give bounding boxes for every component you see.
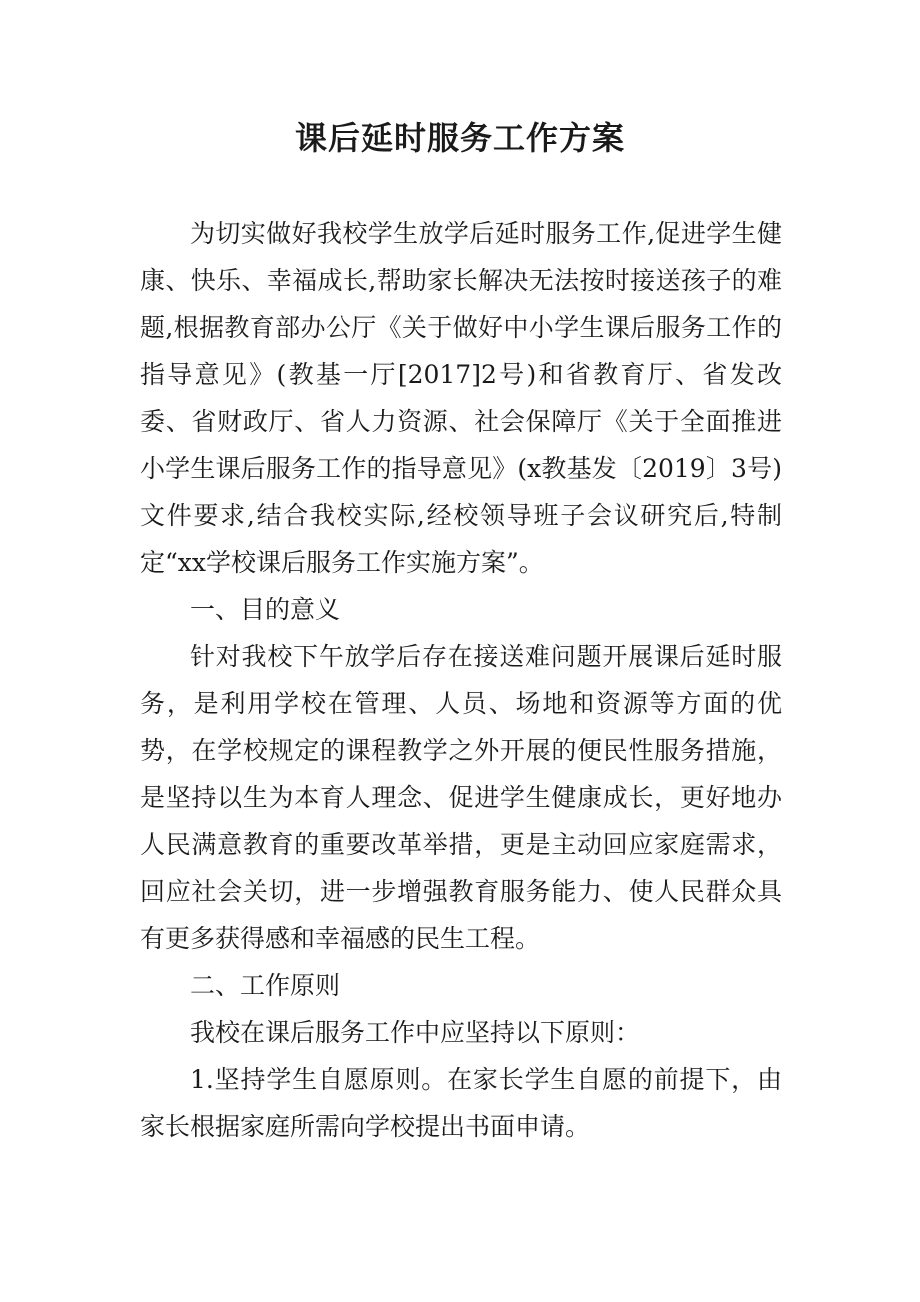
purpose-paragraph: 针对我校下午放学后存在接送难问题开展课后延时服务，是利用学校在管理、人员、场地和资源等方面的优势，在学校规定的课程教学之外开展的便民性服务措施，是坚持以生为本育人理念、促进学生健康成长，更好地办人民满意教育的重要改革举措，更是主动回应家庭需求，回应社会关切，进一步增强教育服务能力、使人民群众具有更多获得感和幸福感的民生工程。	[140, 642, 782, 953]
section-heading-purpose: 一、目的意义	[190, 595, 341, 624]
principle-item-1: 1.坚持学生自愿原则。在家长学生自愿的前提下，由家长根据家庭所需向学校提出书面申请。	[140, 1065, 782, 1141]
document-body	[140, 210, 782, 1150]
document-title: 课后延时服务工作方案	[294, 119, 625, 157]
principles-intro-paragraph: 我校在课后服务工作中应坚持以下原则：	[190, 1018, 641, 1047]
section-heading-principles: 二、工作原则	[190, 971, 341, 1000]
intro-paragraph: 为切实做好我校学生放学后延时服务工作,促进学生健康、快乐、幸福成长,帮助家长解决无法按时接送孩子的难题,根据教育部办公厅《关于做好中小学生课后服务工作的指导意见》(教基一厅[2017]2号)和省教育厅、省发改委、省财政厅、省人力资源、社会保障厅《关于全面推进小学生课后服务工作的指导意见》(x教基发〔2019〕3号)文件要求,结合我校实际,经校领导班子会议研究后,特制定“xx学校课后服务工作实施方案”。	[140, 219, 782, 577]
